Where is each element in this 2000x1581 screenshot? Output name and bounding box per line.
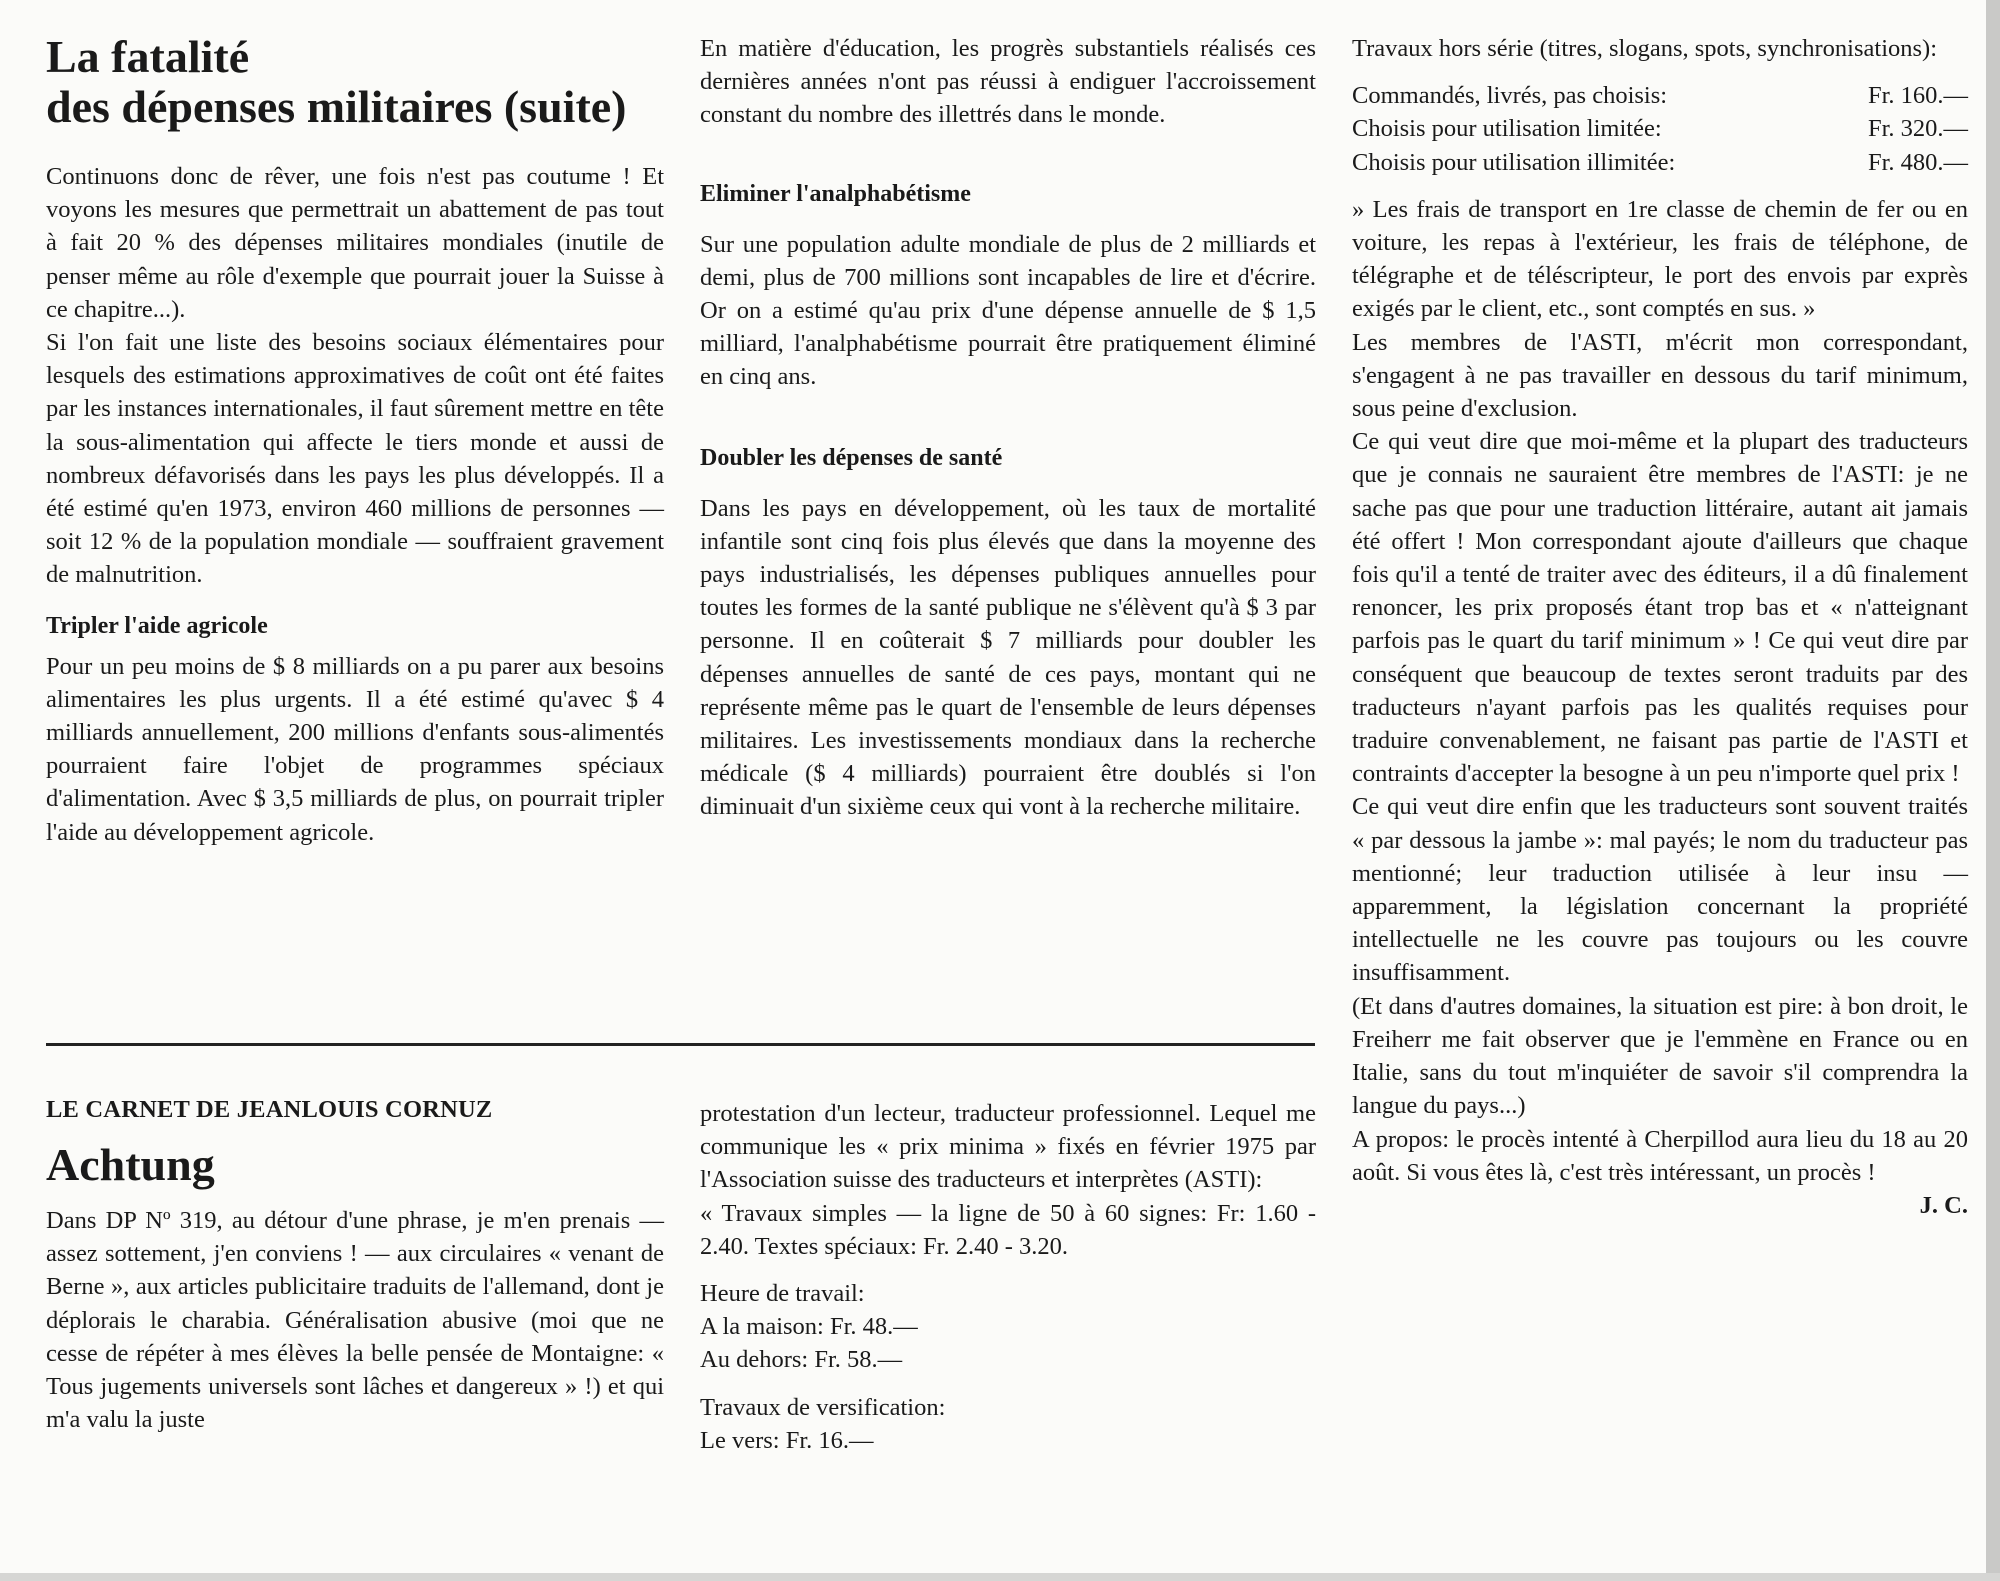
verse-line: Le vers: Fr. 16.— [700, 1426, 874, 1454]
verse-heading: Travaux de versification: [700, 1393, 946, 1421]
rate-price: Fr. 480.— [1867, 148, 1968, 176]
rate-price: Fr. 160.— [1867, 82, 1968, 110]
rate-price: Fr. 320.— [1867, 115, 1968, 143]
subheading-analphabetisme: Eliminer l'analphabétisme [700, 180, 971, 207]
article1-paragraph: Si l'on fait une liste des besoins sociaux élémentaires pour lesquels des estimations approximatives de coût ont été faites par les instances internationales, il faut sûrement mettre en tête la sous-alimentation qui affecte le tiers monde et aussi de nombreux défavorisés dans les pays les plus développés. Il a été estimé qu'en 1973, environ 460 millions de personnes — soit 12 % de la population mondiale — souffraient gravement de malnutrition. [46, 329, 664, 589]
rate-row [1352, 146, 1968, 179]
page-bottom-edge [0, 1573, 2000, 1581]
special-works-heading: Travaux hors série (titres, slogans, spots, synchronisations): [1352, 35, 1937, 62]
article2-kicker: LE CARNET DE JEANLOUIS CORNUZ [46, 1096, 493, 1123]
article2-paragraph: Dans DP Nº 319, au détour d'une phrase, je m'en prenais — assez sottement, j'en conviens ! — aux circulaires « venant de Berne », aux articles publicitaire traduits de l'allemand, dont je déplorais le charabia. Généralisation abusive (moi que ne cesse de répéter à mes élèves la belle pensée de Montaigne: « Tous jugements universels sont lâches et dangereux » !) et qui m'a valu la juste [46, 1207, 664, 1434]
hours-out: Au dehors: Fr. 58.— [700, 1346, 903, 1374]
subheading-sante: Doubler les dépenses de santé [700, 444, 1003, 471]
rate-row [1352, 79, 1968, 112]
article2-paragraph: protestation d'un lecteur, traducteur professionnel. Lequel me communique les « prix minima » fixés en février 1975 par l'Association suisse des traducteurs et interprètes (ASTI): [700, 1100, 1316, 1194]
rate-row [1352, 112, 1968, 145]
article1-paragraph: Pour un peu moins de $ 8 milliards on a pu parer aux besoins alimentaires les plus urgents. Il a été estimé qu'avec $ 4 milliards annuellement, 200 millions d'enfants sous-alimentés pourraient faire l'objet de programmes spéciaux d'alimentation. Avec $ 3,5 milliards de plus, on pourrait tripler l'aide au développement agricole. [46, 652, 664, 846]
rate-label: Choisis pour utilisation illimitée: [1352, 148, 1676, 176]
rate-label: Choisis pour utilisation limitée: [1352, 115, 1662, 143]
rates-table [1352, 79, 1968, 179]
article1-paragraph: Sur une population adulte mondiale de plus de 2 milliards et demi, plus de 700 millions sont incapables de lire et d'écrire. Or on a estimé qu'au prix d'une dépense annuelle de $ 1,5 milliard, l'analphabétisme pourrait être pratiquement éliminé en cinq ans. [700, 230, 1316, 391]
article2-column-2 [700, 1097, 1316, 1457]
horizontal-divider [46, 1043, 1315, 1046]
article1-column-2 [700, 32, 1316, 824]
article2-paragraph: Ce qui veut dire enfin que les traducteurs sont souvent traités « par dessous la jambe »: mal payés; le nom du traducteur pas mentionné; leur traduction utilisée à leur insu — apparemment, la législation concernant la propriété intellectuelle ne les couvre pas toujours ou les couvre insuffisamment. [1352, 793, 1968, 987]
article2-paragraph: (Et dans d'autres domaines, la situation est pire: à bon droit, le Freiherr me fait observer que je l'emmène en France ou en Italie, sans du tout m'inquiéter de savoir s'il comprendra la langue du pays...) [1352, 992, 1968, 1120]
author-signature: J. C. [1919, 1191, 1968, 1219]
article1-paragraph: En matière d'éducation, les progrès substantiels réalisés ces dernières années n'ont pas réussi à endiguer l'accroissement constant du nombre des illettrés dans le monde. [700, 35, 1316, 129]
subheading-tripler: Tripler l'aide agricole [46, 612, 268, 639]
article1-title-line2: des dépenses militaires (suite) [46, 81, 627, 132]
article1-paragraph: Dans les pays en développement, où les taux de mortalité infantile sont cinq fois plus élevés que dans la moyenne des pays industrialisés, les dépenses publiques annuelles pour toutes les formes de la santé publique ne s'élèvent qu'à $ 3 par personne. Il en coûterait $ 7 milliards pour doubler les dépenses annuelles de santé de ces pays, montant qui ne représente même pas le quart de l'ensemble de leurs dépenses militaires. Les investissements mondiaux dans la recherche médicale ($ 4 milliards) pourraient être doublés si l'on diminuait d'un sixième ceux qui vont à la recherche militaire. [700, 494, 1316, 821]
article2-paragraph: Ce qui veut dire que moi-même et la plupart des traducteurs que je connais ne sauraient être membres de l'ASTI: je ne sache pas que pour une traduction littéraire, autant ait jamais été offert ! Mon correspondant ajoute d'ailleurs que chaque fois qu'il a tenté de traiter avec des éditeurs, il a dû finalement renoncer, les prix proposés étant trop bas et « n'atteignant parfois pas le quart du tarif minimum » ! Ce qui veut dire par conséquent que beaucoup de textes seront traduits par des traducteurs n'ayant parfois pas les qualités requises pour traduire convenablement, ne faisant pas partie de l'ASTI et contraints d'accepter la besogne à un peu n'importe quel prix ! [1352, 428, 1968, 788]
page-edge-shadow [1986, 0, 2000, 1581]
article2-title: Achtung [46, 1139, 215, 1190]
rate-label: Commandés, livrés, pas choisis: [1352, 82, 1668, 110]
article2-column-3 [1352, 32, 1968, 1222]
article1-title-line1: La fatalité [46, 31, 250, 82]
article2-paragraph: A propos: le procès intenté à Cherpillod aura lieu du 18 au 20 août. Si vous êtes là, c'est très intéressant, un procès ! [1352, 1125, 1968, 1186]
article2-paragraph: » Les frais de transport en 1re classe de chemin de fer ou en voiture, les repas à l'extérieur, les frais de téléphone, de télégraphe et de téléscripteur, le port des envois par exprès exigés par le client, etc., sont comptés en sus. » [1352, 195, 1968, 323]
article2-rates-quote: « Travaux simples — la ligne de 50 à 60 signes: Fr: 1.60 - 2.40. Textes spéciaux: Fr. 2.40 - 3.20. [700, 1199, 1316, 1260]
article2-column-1 [46, 1094, 664, 1436]
hours-home: A la maison: Fr. 48.— [700, 1313, 918, 1341]
hours-heading: Heure de travail: [700, 1280, 865, 1308]
article2-paragraph: Les membres de l'ASTI, m'écrit mon correspondant, s'engagent à ne pas travailler en dessous du tarif minimum, sous peine d'exclusion. [1352, 328, 1968, 423]
article1-column-1 [46, 32, 664, 849]
article1-intro: Continuons donc de rêver, une fois n'est pas coutume ! Et voyons les mesures que permettrait un abattement de pas tout à fait 20 % des dépenses militaires mondiales (inutile de penser même au rôle d'exemple que pourrait jouer la Suisse à ce chapitre...). [46, 163, 664, 323]
